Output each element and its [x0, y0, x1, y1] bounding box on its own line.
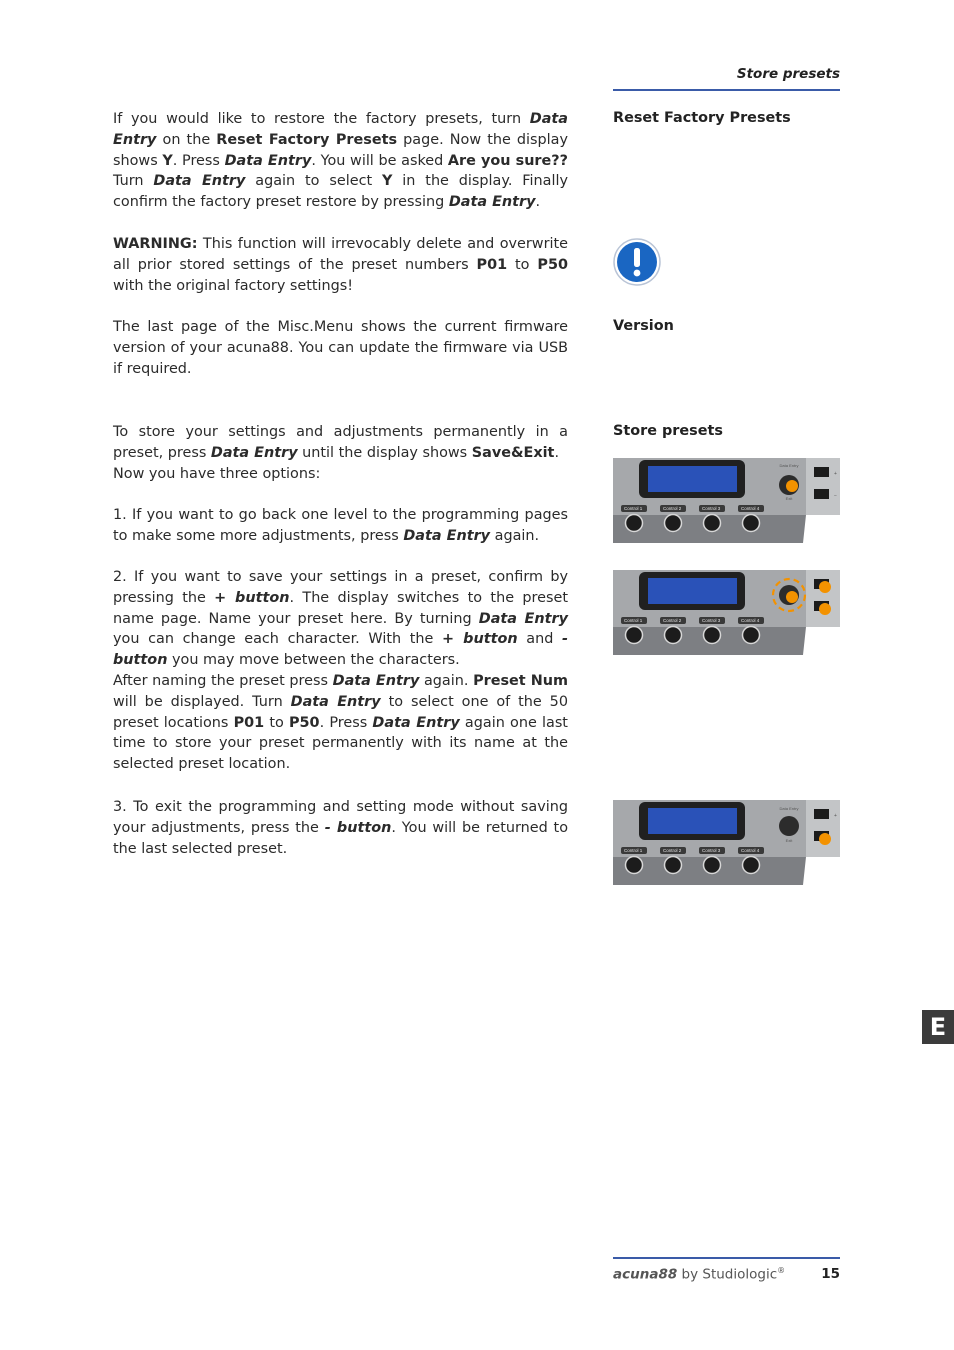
running-header: Store presets — [736, 66, 840, 82]
svg-text:Control 2: Control 2 — [663, 618, 682, 623]
svg-text:Control 4: Control 4 — [741, 618, 760, 623]
footer-reg-mark: ® — [777, 1266, 786, 1275]
svg-text:Control 4: Control 4 — [741, 506, 760, 511]
svg-text:Exit: Exit — [785, 838, 793, 843]
paragraph-warning: WARNING: This function will irrevocably delete and overwrite all prior stored settings of the preset numbers P01 to P50 with the original factory settings! — [113, 236, 568, 294]
svg-text:−: − — [834, 493, 837, 499]
language-tab: E — [922, 1010, 954, 1044]
exclamation-icon — [613, 238, 661, 286]
paragraph-reset-factory: If you would like to restore the factory presets, turn Data Entry on the Reset Factory Presets page. Now the display shows Y. Press Data Entry. You will be asked Are you sure?? Turn Data Entry again to select Y in the display. Finally confirm the factory preset restore by pressing Data Entry. — [113, 111, 569, 211]
paragraph-store-intro: To store your settings and adjustments permanently in a preset, press Data Entry until the display shows Save&Exit. Now you have three options: — [113, 424, 568, 482]
footer-rule — [613, 1257, 840, 1259]
svg-text:Control 3: Control 3 — [702, 618, 721, 623]
svg-text:Data Entry: Data Entry — [779, 806, 799, 811]
heading-version: Version — [613, 318, 674, 334]
control-panel-illustration-2 — [613, 570, 841, 655]
svg-text:Control 2: Control 2 — [663, 848, 682, 853]
svg-text:Control 1: Control 1 — [624, 506, 643, 511]
header-rule — [613, 89, 840, 91]
svg-text:Control 1: Control 1 — [624, 848, 643, 853]
footer-brand — [613, 1266, 785, 1283]
svg-text:Data Entry: Data Entry — [779, 463, 799, 468]
heading-store-presets: Store presets — [613, 423, 723, 439]
control-panel-illustration-1 — [613, 458, 841, 543]
paragraph-option-3: 3. To exit the programming and setting mode without saving your adjustments, press the - button. You will be returned to the last selected preset. — [113, 799, 568, 857]
svg-text:Control 3: Control 3 — [702, 848, 721, 853]
page-number: 15 — [821, 1266, 840, 1282]
svg-text:Control 3: Control 3 — [702, 506, 721, 511]
svg-text:Exit: Exit — [785, 496, 793, 501]
paragraph-version: The last page of the Misc.Menu shows the current firmware version of your acuna88. You can update the firmware via USB if required. — [113, 319, 568, 377]
footer-model: acuna88 — [613, 1266, 678, 1283]
heading-reset-factory-presets: Reset Factory Presets — [613, 110, 791, 126]
svg-text:Control 2: Control 2 — [663, 506, 682, 511]
svg-text:+: + — [834, 813, 837, 819]
paragraph-option-1: 1. If you want to go back one level to the programming pages to make some more adjustments, press Data Entry again. — [113, 507, 568, 544]
footer-brand-text: by Studiologic — [677, 1266, 778, 1283]
svg-text:+: + — [834, 471, 837, 477]
paragraph-option-2: 2. If you want to save your settings in a preset, confirm by pressing the + button. The display switches to the preset name page. Name your preset here. By turning Data Entry you can change each character. With the + button and - button you may move between the characters. After naming the preset press Data Entry again. Preset Num will be displayed. Turn Data Entry to select one of the 50 preset locations P01 to P50. Press Data Entry again one last time to store your preset permanently with its name at the selected preset location. — [113, 569, 569, 773]
control-panel-illustration-3 — [613, 800, 841, 885]
svg-text:Control 1: Control 1 — [624, 618, 643, 623]
svg-text:Control 4: Control 4 — [741, 848, 760, 853]
